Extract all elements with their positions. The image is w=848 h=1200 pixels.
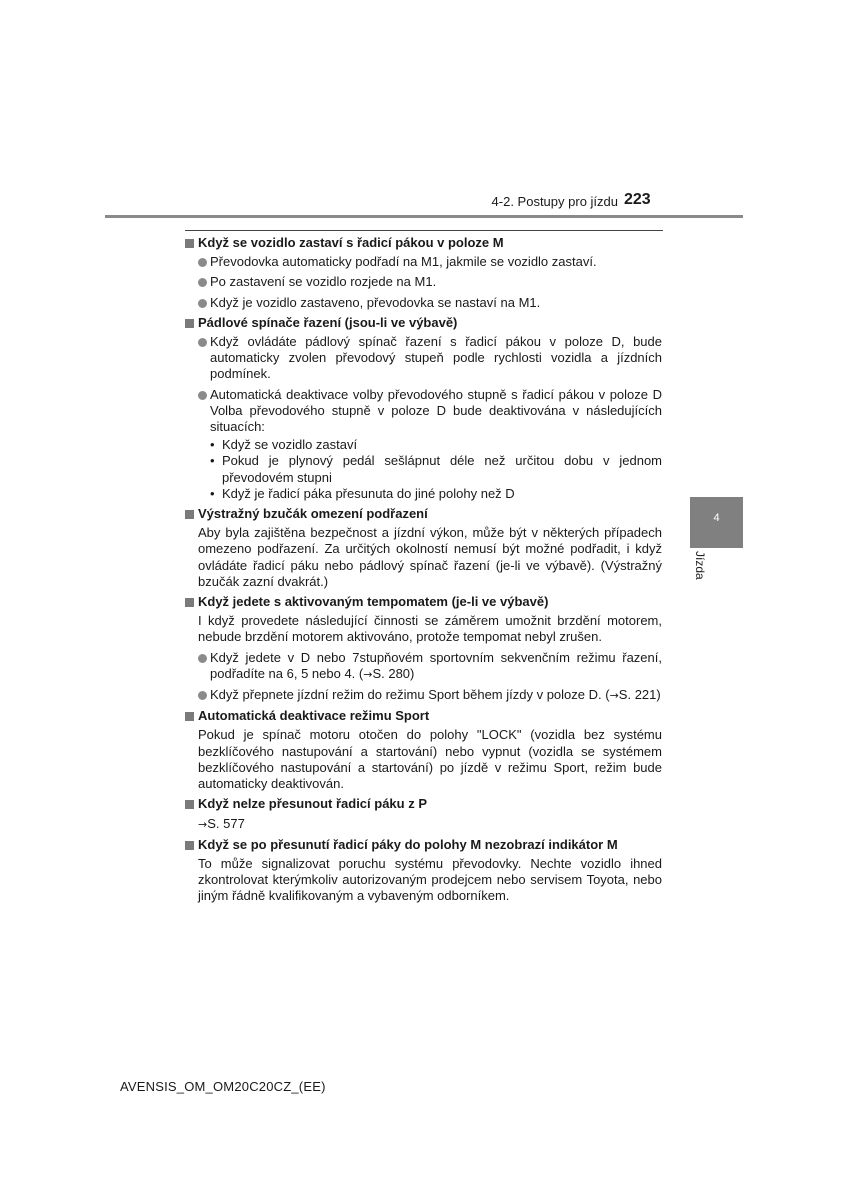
- circle-bullet-icon: [198, 338, 207, 347]
- sub-list-item: [185, 453, 662, 485]
- section-heading: [185, 837, 662, 853]
- list-item-text: Když ovládáte pádlový spínač řazení s řadicí pákou v poloze D, bude automaticky zvolen převodový stupeň podle rychlosti vozidla a jízdních podmínek.: [210, 334, 662, 382]
- list-item: [185, 687, 662, 704]
- section-heading-text: Když nelze přesunout řadicí páku z P: [198, 796, 427, 812]
- circle-bullet-icon: [198, 654, 207, 663]
- square-bullet-icon: [185, 510, 194, 519]
- section-heading-text: Automatická deaktivace režimu Sport: [198, 708, 430, 724]
- document-code-footer: AVENSIS_OM_OM20C20CZ_(EE): [120, 1079, 326, 1094]
- list-item: [185, 295, 662, 311]
- square-bullet-icon: [185, 598, 194, 607]
- sub-list-item-text: Když se vozidlo zastaví: [222, 437, 358, 453]
- section-m-indicator: [185, 837, 662, 905]
- section-heading-text: Když jedete s aktivovaným tempomatem (je-li ve výbavě): [198, 594, 549, 610]
- paragraph: Pokud je spínač motoru otočen do polohy "LOCK" (vozidla bez systému bezklíčového nastupování a startování) nebo vypnut (vozidla se systémem bezklíčového nastupování a startování) po jízdě v režimu Sport, režim bude automaticky deaktivován.: [198, 727, 662, 792]
- bullet-icon: •: [210, 485, 215, 501]
- page-content: [185, 235, 662, 909]
- list-item-text: Když přepnete jízdní režim do režimu Sport během jízdy v poloze D. (: [210, 687, 610, 703]
- section-heading: [185, 594, 662, 610]
- running-header-title: 4-2. Postupy pro jízdu: [491, 194, 618, 209]
- list-item-text: Automatická deaktivace volby převodového stupně s řadicí pákou v poloze D Volba převodového stupně v poloze D bude deaktivována v následujících situacích:: [210, 386, 662, 435]
- square-bullet-icon: [185, 319, 194, 328]
- list-item: [185, 387, 662, 436]
- square-bullet-icon: [185, 841, 194, 850]
- sub-list-item-text: Když je řadicí páka přesunuta do jiné polohy než D: [222, 485, 515, 501]
- content-top-rule: [185, 230, 663, 231]
- arrow-right-icon: →: [363, 667, 373, 681]
- circle-bullet-icon: [198, 278, 207, 287]
- section-heading-text: Když se vozidlo zastaví s řadicí pákou v poloze M: [198, 235, 504, 250]
- paragraph: [185, 816, 662, 833]
- list-item-text: Po zastavení se vozidlo rozjede na M1.: [210, 274, 437, 290]
- square-bullet-icon: [185, 800, 194, 809]
- paragraph: To může signalizovat poruchu systému převodovky. Nechte vozidlo ihned zkontrolovat kterýmkoliv autorizovaným prodejcem nebo servisem Toyota, nebo jiným řádně kvalifikovaným a vybaveným odborníkem.: [198, 855, 662, 904]
- section-heading: [185, 506, 662, 522]
- header-rule: [105, 215, 743, 218]
- list-item: [185, 334, 662, 383]
- paragraph: Aby byla zajištěna bezpečnost a jízdní výkon, může být v některých případech omezeno podřazení. Za určitých okolností nemusí být možné podřadit, i když ovládáte řadicí páku nebo pádlový spínač řazení (je-li ve výbavě). (Výstražný bzučák zazní dvakrát.): [198, 525, 662, 589]
- section-shift-lever-stuck: [185, 796, 662, 832]
- list-item-text: Když je vozidlo zastaveno, převodovka se nastaví na M1.: [210, 294, 541, 310]
- page-number: 223: [624, 191, 651, 208]
- list-item: [185, 254, 662, 270]
- page-reference-link[interactable]: S. 280): [372, 665, 415, 681]
- chapter-tab-number: 4: [713, 512, 720, 524]
- page-reference-link[interactable]: S. 221): [618, 687, 661, 703]
- section-heading: [185, 235, 662, 251]
- section-heading: [185, 796, 662, 812]
- arrow-right-icon: →: [609, 689, 619, 703]
- chapter-tab: [690, 497, 743, 548]
- section-cruise-control: [185, 594, 662, 704]
- circle-bullet-icon: [198, 299, 207, 308]
- chapter-tab-label: Jízda: [693, 551, 707, 580]
- section-heading-text: Pádlové spínače řazení (jsou-li ve výbavě): [198, 314, 458, 330]
- sub-list-item: [185, 437, 662, 453]
- section-paddle-switches: [185, 315, 662, 502]
- circle-bullet-icon: [198, 391, 207, 400]
- bullet-icon: •: [210, 437, 215, 453]
- sub-list-item: [185, 486, 662, 502]
- section-heading-text: Když se po přesunutí řadicí páky do polohy M nezobrazí indikátor M: [198, 836, 618, 852]
- section-heading: [185, 708, 662, 724]
- sub-list-item-text: Pokud je plynový pedál sešlápnut déle než určitou dobu v jednom převodovém stupni: [222, 453, 662, 485]
- square-bullet-icon: [185, 712, 194, 721]
- square-bullet-icon: [185, 239, 194, 248]
- bullet-icon: •: [210, 453, 215, 469]
- section-heading-text: Výstražný bzučák omezení podřazení: [198, 506, 428, 522]
- circle-bullet-icon: [198, 691, 207, 700]
- section-sport-deactivation: [185, 708, 662, 792]
- circle-bullet-icon: [198, 258, 207, 267]
- list-item: [185, 274, 662, 290]
- paragraph: I když provedete následující činnosti se záměrem umožnit brzdění motorem, nebude brzdění motorem aktivováno, protože tempomat nebyl zrušen.: [198, 613, 662, 645]
- section-downshift-buzzer: [185, 506, 662, 590]
- list-item: [185, 650, 662, 683]
- arrow-right-icon: →: [198, 817, 208, 831]
- list-item-text: Převodovka automaticky podřadí na M1, jakmile se vozidlo zastaví.: [210, 254, 597, 270]
- section-heading: [185, 315, 662, 331]
- section-stop-in-m: [185, 235, 662, 311]
- list-item-text: Když jedete v D nebo 7stupňovém sportovním sekvenčním režimu řazení, podřadíte na 6, 5 nebo 4. (: [210, 649, 662, 681]
- page-reference-link[interactable]: S. 577: [207, 815, 245, 831]
